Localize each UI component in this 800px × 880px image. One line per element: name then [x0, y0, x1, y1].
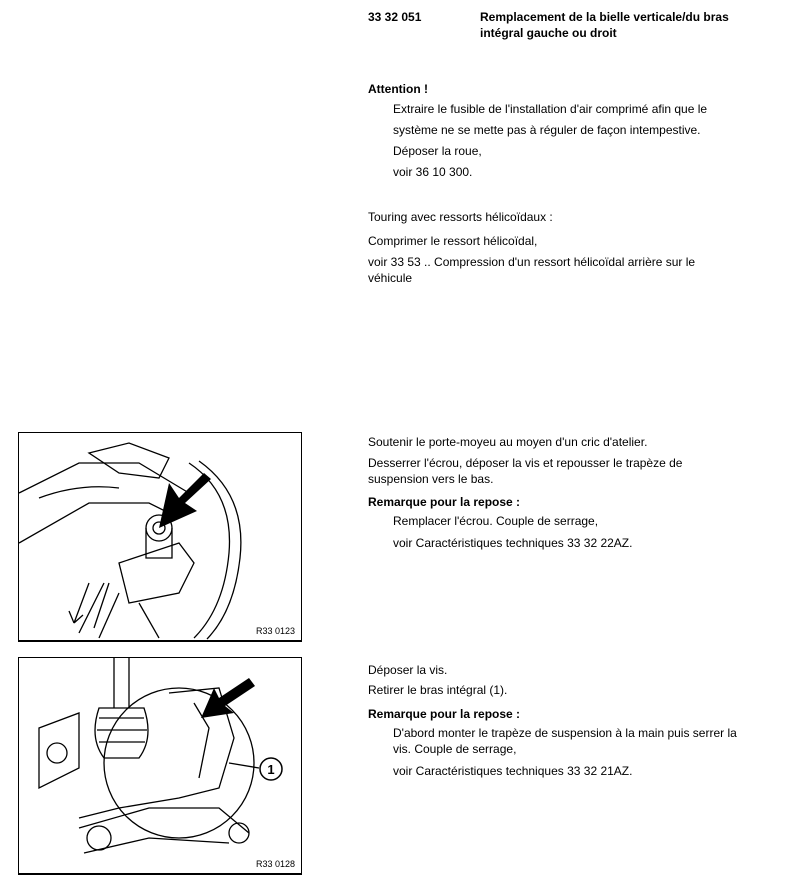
step1-remark-heading: Remarque pour la repose :: [368, 495, 521, 509]
attention-heading: Attention !: [368, 82, 428, 96]
step1-line: suspension vers le bas.: [368, 472, 494, 486]
step2-remark-line: voir Caractéristiques techniques 33 32 21AZ.: [393, 764, 633, 778]
touring-line: voir 33 53 .. Compression d'un ressort hélicoïdal arrière sur le: [368, 255, 696, 269]
step2-text: [368, 662, 798, 779]
figure-2-label: R33 0128: [255, 859, 295, 869]
attention-body: [393, 101, 793, 180]
touring-block: [368, 209, 778, 286]
figure-2: [18, 657, 302, 875]
figure-1-label: R33 0123: [255, 626, 295, 636]
attention-line: Déposer la roue,: [393, 144, 482, 158]
touring-line: véhicule: [368, 271, 413, 285]
page-title-line2: intégral gauche ou droit: [480, 26, 617, 40]
page-title: [480, 9, 790, 41]
attention-line: Extraire le fusible de l'installation d'air comprimé afin que le: [393, 102, 708, 116]
attention-line: voir 36 10 300.: [393, 165, 473, 179]
step2-remark-heading: Remarque pour la repose :: [368, 707, 521, 721]
figure-2-drawing: [19, 658, 301, 873]
step2-remark-line: vis. Couple de serrage,: [393, 742, 517, 756]
step2-line: Retirer le bras intégral (1).: [368, 683, 508, 697]
step1-line: Desserrer l'écrou, déposer la vis et repousser le trapèze de: [368, 456, 683, 470]
step1-line: Soutenir le porte-moyeu au moyen d'un cric d'atelier.: [368, 435, 648, 449]
step1-text: [368, 434, 788, 551]
callout-number: 1: [267, 762, 275, 777]
figure-1: [18, 432, 302, 642]
document-code: 33 32 051: [368, 10, 422, 24]
attention-line: système ne se mette pas à réguler de façon intempestive.: [393, 123, 701, 137]
touring-line: Comprimer le ressort hélicoïdal,: [368, 234, 538, 248]
page-title-line1: Remplacement de la bielle verticale/du bras: [480, 10, 729, 24]
step1-remark-line: voir Caractéristiques techniques 33 32 22AZ.: [393, 536, 633, 550]
figure-1-drawing: [19, 433, 301, 640]
step1-remark-line: Remplacer l'écrou. Couple de serrage,: [393, 514, 599, 528]
step2-line: Déposer la vis.: [368, 663, 448, 677]
step2-remark-line: D'abord monter le trapèze de suspension à la main puis serrer la: [393, 726, 737, 740]
touring-line: Touring avec ressorts hélicoïdaux :: [368, 210, 553, 224]
